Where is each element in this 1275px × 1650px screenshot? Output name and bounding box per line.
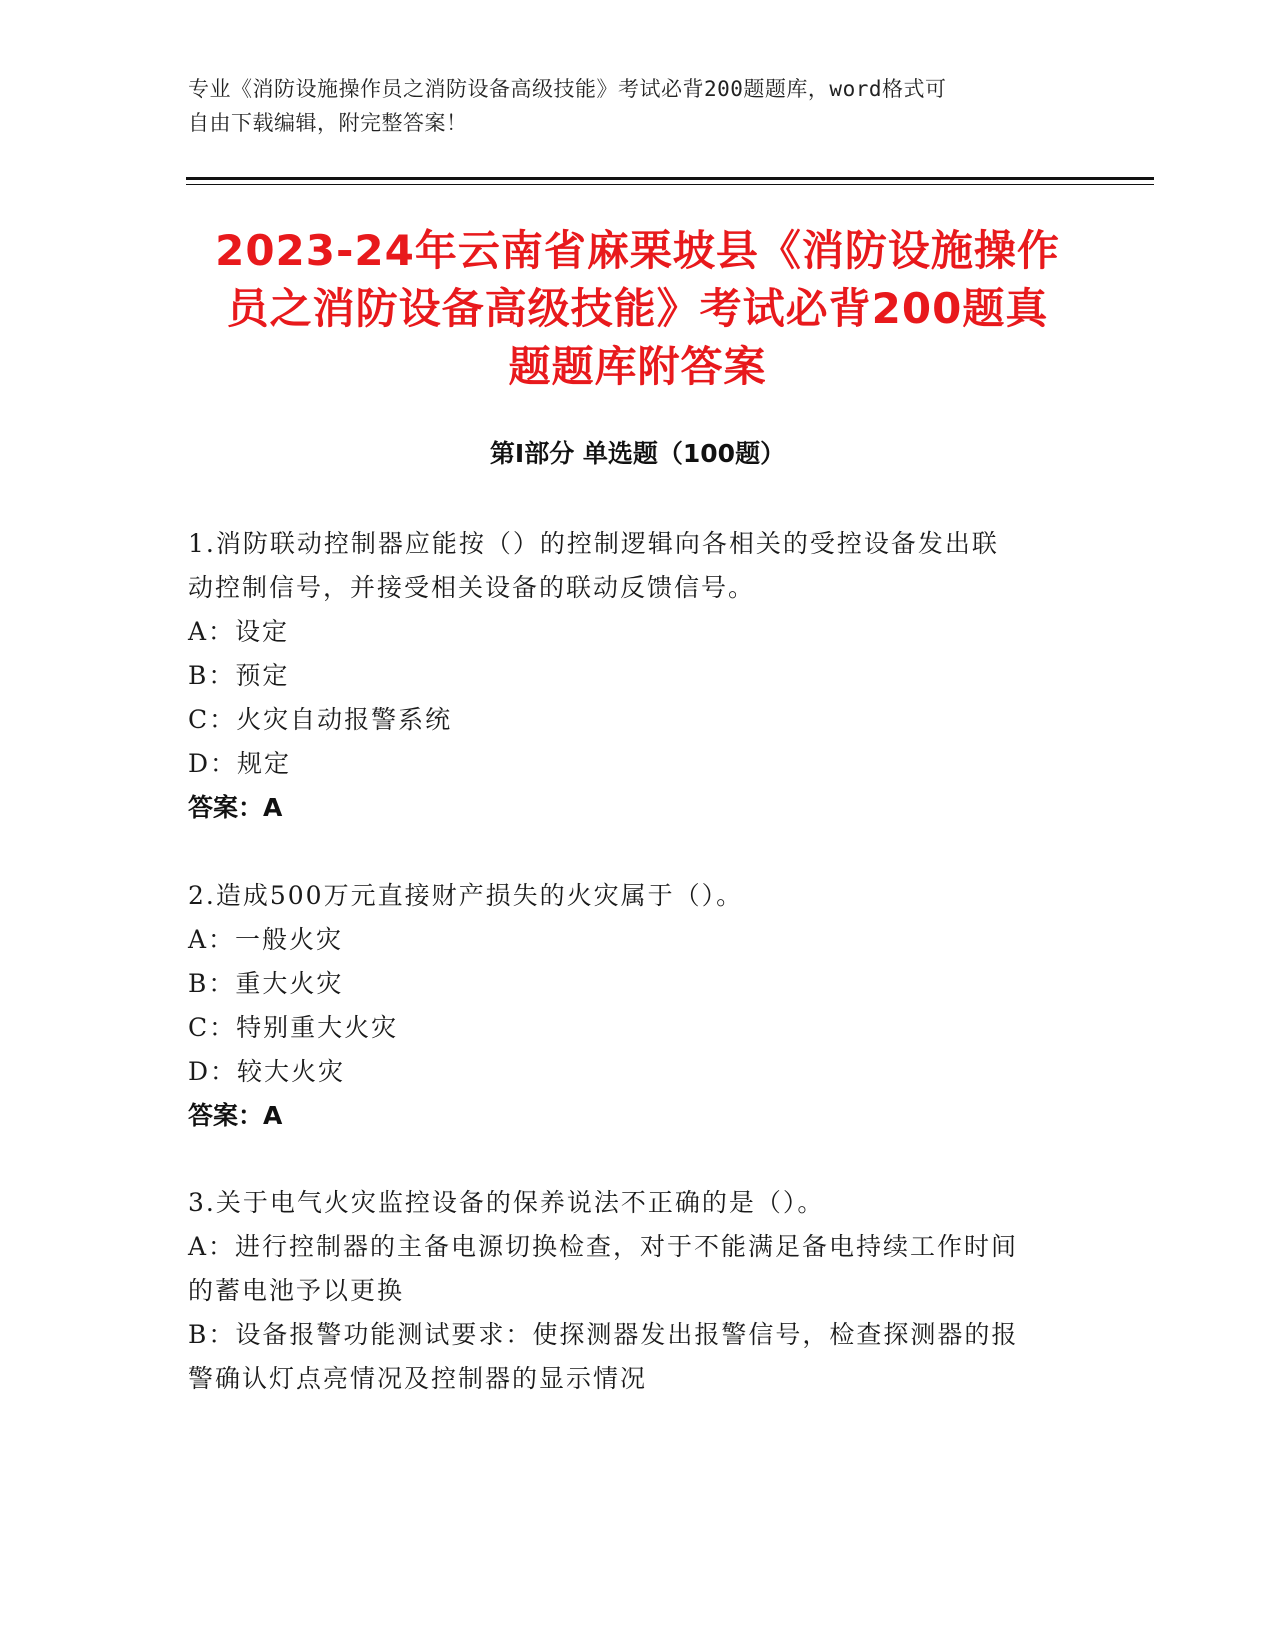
question-stem: 1.消防联动控制器应能按（）的控制逻辑向各相关的受控设备发出联 [188,529,999,558]
header-note-line: 自由下载编辑，附完整答案！ [188,111,468,135]
question-stem: 2.造成500万元直接财产损失的火灾属于（）。 [188,881,744,910]
option-b: B：预定 [188,661,290,690]
option-a: A：进行控制器的主备电源切换检查，对于不能满足备电持续工作时间 [188,1232,1019,1261]
option-d: D：较大火灾 [188,1057,346,1086]
option-c: C：特别重大火灾 [188,1013,399,1042]
option-a-continued: 的蓄电池予以更换 [188,1276,405,1305]
title-line: 2023-24年云南省麻栗坡县《消防设施操作 [215,226,1060,275]
header-divider-thin [186,184,1154,185]
option-c: C：火灾自动报警系统 [188,705,453,734]
option-a: A：设定 [188,617,290,646]
header-divider-thick [186,177,1154,180]
header-note [188,72,1088,140]
section-title: 第I部分 单选题（100题） [489,439,786,468]
header-note-line: 专业《消防设施操作员之消防设备高级技能》考试必背200题题库，word格式可 [188,77,947,101]
option-a: A：一般火灾 [188,925,344,954]
option-d: D：规定 [188,749,292,778]
option-b-continued: 警确认灯点亮情况及控制器的显示情况 [188,1364,648,1393]
option-b: B：设备报警功能测试要求：使探测器发出报警信号，检查探测器的报 [188,1320,1019,1349]
answer: 答案：A [188,793,283,822]
option-b: B：重大火灾 [188,969,344,998]
title-line: 题题库附答案 [508,342,767,391]
answer: 答案：A [188,1101,283,1130]
title-line: 员之消防设备高级技能》考试必背200题真 [226,284,1049,333]
document-title [150,222,1125,396]
question-stem: 3.关于电气火灾监控设备的保养说法不正确的是（）。 [188,1188,825,1217]
question-stem: 动控制信号，并接受相关设备的联动反馈信号。 [188,573,756,602]
